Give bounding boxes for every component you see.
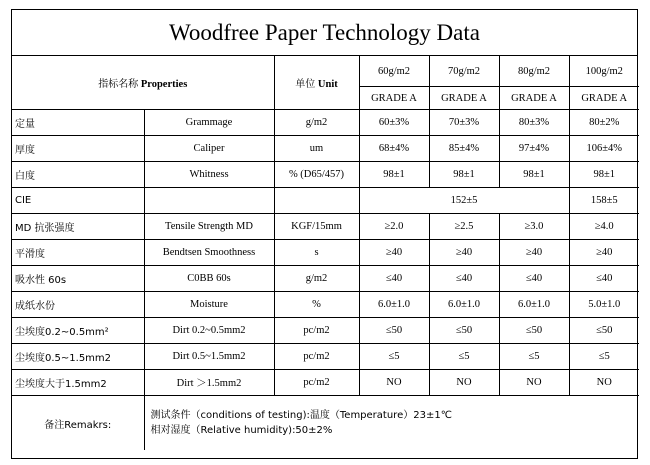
unit-cell: % (D65/457) — [274, 162, 359, 188]
unit-cell: g/m2 — [274, 266, 359, 292]
property-name-en: Tensile Strength MD — [144, 214, 274, 240]
value-cell: 5.0±1.0 — [569, 292, 639, 318]
value-cell: ≤50 — [359, 318, 429, 344]
table-row — [12, 136, 639, 162]
value-cell: ≥40 — [429, 240, 499, 266]
property-name-zh: 成纸水份 — [12, 292, 144, 318]
property-name-zh: 尘埃度0.5~1.5mm2 — [12, 344, 144, 370]
value-cell: ≤50 — [429, 318, 499, 344]
grade-header: GRADE A — [359, 87, 429, 110]
table-row — [12, 188, 639, 214]
remarks-label: 备注Remakrs: — [12, 396, 144, 451]
property-name-zh: 厚度 — [12, 136, 144, 162]
value-cell: ≥40 — [569, 240, 639, 266]
table-row — [12, 292, 639, 318]
remarks-text — [144, 396, 639, 451]
value-cell: ≤40 — [569, 266, 639, 292]
property-name-en: Dirt 0.5~1.5mm2 — [144, 344, 274, 370]
value-cell: ≤40 — [429, 266, 499, 292]
value-cell: ≤50 — [499, 318, 569, 344]
value-cell: ≤40 — [359, 266, 429, 292]
grammage-header-70: 70g/m2 — [429, 56, 499, 87]
property-name-zh: 平滑度 — [12, 240, 144, 266]
value-cell: NO — [429, 370, 499, 396]
property-name-zh: MD 抗张强度 — [12, 214, 144, 240]
unit-cell: g/m2 — [274, 110, 359, 136]
value-cell: ≤5 — [429, 344, 499, 370]
value-cell: 80±3% — [499, 110, 569, 136]
value-cell: ≤5 — [569, 344, 639, 370]
value-cell: ≤40 — [499, 266, 569, 292]
value-cell: 85±4% — [429, 136, 499, 162]
grade-header: GRADE A — [569, 87, 639, 110]
value-cell: 6.0±1.0 — [429, 292, 499, 318]
value-cell: NO — [569, 370, 639, 396]
unit-cell: pc/m2 — [274, 344, 359, 370]
property-name-en: Grammage — [144, 110, 274, 136]
grammage-header-100: 100g/m2 — [569, 56, 639, 87]
property-name-en: Dirt ＞1.5mm2 — [144, 370, 274, 396]
spec-table — [12, 56, 639, 450]
unit-cell: pc/m2 — [274, 318, 359, 344]
value-cell: 6.0±1.0 — [499, 292, 569, 318]
property-name-en: Dirt 0.2~0.5mm2 — [144, 318, 274, 344]
value-cell: ≤5 — [499, 344, 569, 370]
property-name-zh: 吸水性 60s — [12, 266, 144, 292]
property-name-en — [144, 188, 274, 214]
value-cell: ≥2.0 — [359, 214, 429, 240]
property-name-zh: 尘埃度大于1.5mm2 — [12, 370, 144, 396]
value-cell: 98±1 — [499, 162, 569, 188]
property-name-en: Bendtsen Smoothness — [144, 240, 274, 266]
value-cell: 80±2% — [569, 110, 639, 136]
value-cell: ≥4.0 — [569, 214, 639, 240]
table-row — [12, 370, 639, 396]
table-row — [12, 318, 639, 344]
property-name-en: Moisture — [144, 292, 274, 318]
remarks-line1: 测试条件（conditions of testing):温度（Temperature）23±1℃ — [150, 410, 452, 421]
grammage-header-60: 60g/m2 — [359, 56, 429, 87]
unit-cell: s — [274, 240, 359, 266]
properties-header — [12, 56, 274, 110]
value-cell: 98±1 — [569, 162, 639, 188]
property-name-zh: 定量 — [12, 110, 144, 136]
value-cell: 158±5 — [569, 188, 639, 214]
data-sheet — [11, 9, 638, 459]
value-cell: 97±4% — [499, 136, 569, 162]
table-row — [12, 240, 639, 266]
value-cell: ≤50 — [569, 318, 639, 344]
value-cell: 106±4% — [569, 136, 639, 162]
header-row-grammage — [12, 56, 639, 87]
value-cell: ≥40 — [359, 240, 429, 266]
remarks-line2: 相对湿度（Relative humidity):50±2% — [150, 425, 333, 436]
value-cell: 6.0±1.0 — [359, 292, 429, 318]
value-cell: 70±3% — [429, 110, 499, 136]
grammage-header-80: 80g/m2 — [499, 56, 569, 87]
unit-cell: KGF/15mm — [274, 214, 359, 240]
value-cell: 98±1 — [359, 162, 429, 188]
unit-cell: pc/m2 — [274, 370, 359, 396]
value-cell: 98±1 — [429, 162, 499, 188]
grade-header: GRADE A — [499, 87, 569, 110]
property-name-zh: CIE — [12, 188, 144, 214]
unit-header-zh: 单位 — [295, 79, 316, 90]
unit-header — [274, 56, 359, 110]
value-cell: NO — [359, 370, 429, 396]
value-cell: ≥40 — [499, 240, 569, 266]
value-cell: ≥3.0 — [499, 214, 569, 240]
remarks-row — [12, 396, 639, 451]
unit-cell: % — [274, 292, 359, 318]
table-row — [12, 266, 639, 292]
value-cell-span: 152±5 — [359, 188, 569, 214]
property-name-zh: 尘埃度0.2~0.5mm² — [12, 318, 144, 344]
properties-header-en: Properties — [140, 79, 188, 90]
table-row — [12, 214, 639, 240]
value-cell: ≤5 — [359, 344, 429, 370]
page-title: Woodfree Paper Technology Data — [12, 10, 637, 56]
value-cell: NO — [499, 370, 569, 396]
table-row — [12, 162, 639, 188]
grade-header: GRADE A — [429, 87, 499, 110]
unit-cell — [274, 188, 359, 214]
table-row — [12, 110, 639, 136]
value-cell: 60±3% — [359, 110, 429, 136]
property-name-en: C0BB 60s — [144, 266, 274, 292]
unit-cell: um — [274, 136, 359, 162]
properties-header-zh: 指标名称 — [98, 79, 139, 90]
property-name-en: Whitness — [144, 162, 274, 188]
table-row — [12, 344, 639, 370]
unit-header-en: Unit — [317, 79, 338, 90]
value-cell: 68±4% — [359, 136, 429, 162]
property-name-zh: 白度 — [12, 162, 144, 188]
property-name-en: Caliper — [144, 136, 274, 162]
value-cell: ≥2.5 — [429, 214, 499, 240]
